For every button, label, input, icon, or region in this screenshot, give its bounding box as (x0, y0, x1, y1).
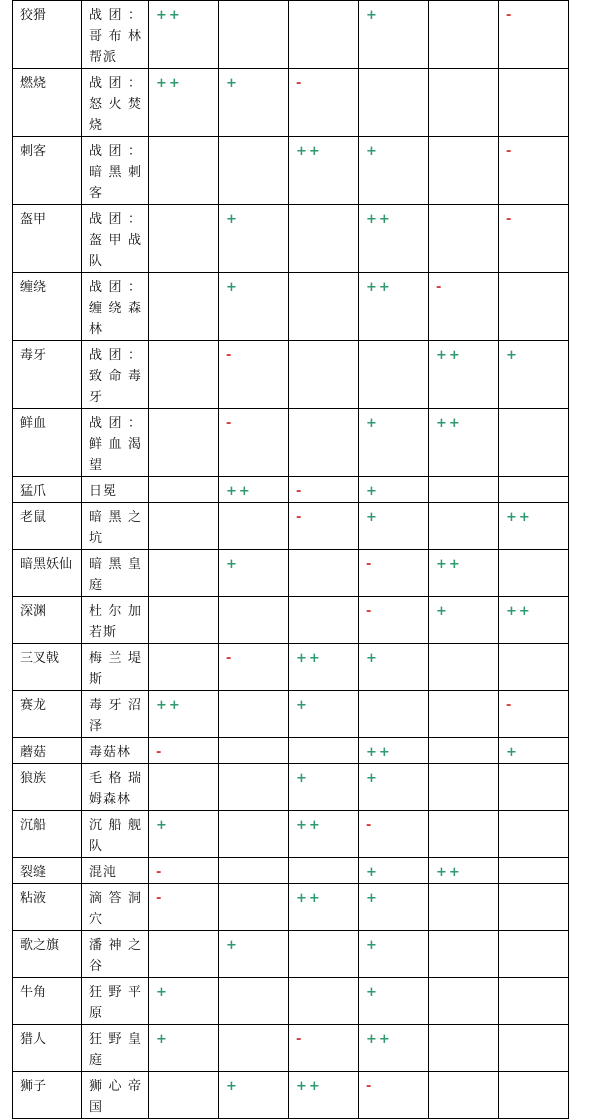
rating-cell (429, 644, 499, 691)
table-row (13, 644, 569, 691)
table-row (13, 978, 569, 1025)
trait-name-cell: 鲜血 (13, 409, 82, 477)
rating-cell (499, 69, 569, 137)
rating-cell (429, 858, 499, 884)
plus-mark: + (506, 745, 519, 760)
minus-mark: - (156, 745, 164, 760)
plus-mark: ++ (366, 745, 392, 760)
plus-mark: ++ (436, 416, 462, 431)
rating-cell (499, 273, 569, 341)
rating-cell (429, 409, 499, 477)
trait-name-cell: 毒牙 (13, 341, 82, 409)
rating-cell (149, 1025, 219, 1072)
plus-mark: + (366, 484, 379, 499)
rating-cell (499, 978, 569, 1025)
team-name-cell: 战团：盔甲战队 (82, 205, 149, 273)
table-row (13, 69, 569, 137)
rating-cell (149, 69, 219, 137)
minus-mark: - (436, 280, 444, 295)
rating-cell (289, 503, 359, 550)
plus-mark: + (296, 698, 309, 713)
rating-cell (359, 858, 429, 884)
table-row (13, 691, 569, 738)
plus-mark: + (366, 144, 379, 159)
rating-cell (499, 1025, 569, 1072)
table-row (13, 1, 569, 69)
team-name-cell: 沉船舰队 (82, 811, 149, 858)
rating-cell (499, 691, 569, 738)
plus-mark: ++ (296, 144, 322, 159)
rating-cell (289, 811, 359, 858)
plus-mark: + (366, 416, 379, 431)
rating-cell (499, 811, 569, 858)
minus-mark: - (506, 8, 514, 23)
rating-cell (149, 644, 219, 691)
rating-cell (499, 764, 569, 811)
plus-mark: + (156, 1032, 169, 1047)
team-name-cell: 战团：暗黑刺客 (82, 137, 149, 205)
rating-cell (219, 644, 289, 691)
rating-cell (499, 884, 569, 931)
trait-name-cell: 猎人 (13, 1025, 82, 1072)
table-body (13, 1, 569, 1119)
minus-mark: - (366, 604, 374, 619)
rating-cell (359, 550, 429, 597)
plus-mark: ++ (156, 698, 182, 713)
table-row (13, 550, 569, 597)
team-name-cell: 毒牙沼泽 (82, 691, 149, 738)
table-row (13, 764, 569, 811)
plus-mark: + (366, 651, 379, 666)
rating-cell (359, 503, 429, 550)
table-row (13, 884, 569, 931)
rating-cell (289, 409, 359, 477)
rating-cell (499, 477, 569, 503)
table-row (13, 205, 569, 273)
rating-cell (149, 477, 219, 503)
rating-cell (429, 978, 499, 1025)
table-row (13, 738, 569, 764)
rating-cell (359, 691, 429, 738)
rating-cell (149, 503, 219, 550)
team-name-cell: 暗黑之坑 (82, 503, 149, 550)
rating-cell (219, 477, 289, 503)
rating-cell (149, 884, 219, 931)
rating-cell (149, 978, 219, 1025)
rating-cell (219, 597, 289, 644)
team-name-cell: 暗黑皇庭 (82, 550, 149, 597)
trait-name-cell: 狼族 (13, 764, 82, 811)
rating-cell (219, 341, 289, 409)
rating-cell (219, 137, 289, 205)
rating-cell (429, 597, 499, 644)
rating-cell (429, 137, 499, 205)
trait-name-cell: 深渊 (13, 597, 82, 644)
rating-cell (149, 597, 219, 644)
rating-cell (359, 811, 429, 858)
minus-mark: - (156, 865, 164, 880)
table-row (13, 273, 569, 341)
rating-cell (149, 1, 219, 69)
plus-mark: + (226, 938, 239, 953)
plus-mark: + (226, 1079, 239, 1094)
rating-cell (219, 1072, 289, 1119)
team-name-cell: 潘神之谷 (82, 931, 149, 978)
rating-cell (359, 273, 429, 341)
rating-cell (499, 858, 569, 884)
rating-cell (359, 764, 429, 811)
table-row (13, 858, 569, 884)
rating-cell (219, 691, 289, 738)
rating-cell (429, 884, 499, 931)
table-row (13, 931, 569, 978)
plus-mark: ++ (506, 604, 532, 619)
rating-cell (149, 691, 219, 738)
plus-mark: ++ (226, 484, 252, 499)
rating-cell (359, 69, 429, 137)
table-row (13, 409, 569, 477)
rating-cell (499, 1072, 569, 1119)
plus-mark: + (156, 985, 169, 1000)
rating-cell (429, 477, 499, 503)
team-name-cell: 战团：鲜血渴望 (82, 409, 149, 477)
minus-mark: - (296, 510, 304, 525)
plus-mark: ++ (296, 1079, 322, 1094)
plus-mark: + (366, 8, 379, 23)
rating-cell (149, 205, 219, 273)
team-name-cell: 战团：致命毒牙 (82, 341, 149, 409)
minus-mark: - (296, 76, 304, 91)
rating-cell (219, 858, 289, 884)
plus-mark: ++ (296, 651, 322, 666)
rating-cell (219, 811, 289, 858)
plus-mark: + (226, 557, 239, 572)
rating-cell (359, 1025, 429, 1072)
trait-name-cell: 沉船 (13, 811, 82, 858)
rating-cell (359, 1072, 429, 1119)
table-row (13, 137, 569, 205)
rating-cell (359, 477, 429, 503)
minus-mark: - (506, 144, 514, 159)
rating-cell (429, 1025, 499, 1072)
minus-mark: - (366, 557, 374, 572)
rating-cell (289, 1, 359, 69)
rating-cell (359, 978, 429, 1025)
minus-mark: - (366, 1079, 374, 1094)
rating-cell (219, 884, 289, 931)
rating-cell (149, 1072, 219, 1119)
table-row (13, 341, 569, 409)
rating-cell (359, 931, 429, 978)
trait-name-cell: 牛角 (13, 978, 82, 1025)
rating-cell (219, 931, 289, 978)
table-row (13, 811, 569, 858)
rating-cell (289, 137, 359, 205)
rating-cell (499, 503, 569, 550)
team-name-cell: 毒菇林 (82, 738, 149, 764)
rating-cell (499, 738, 569, 764)
plus-mark: + (226, 212, 239, 227)
trait-name-cell: 裂缝 (13, 858, 82, 884)
plus-mark: ++ (296, 891, 322, 906)
rating-cell (149, 273, 219, 341)
plus-mark: ++ (366, 212, 392, 227)
rating-cell (219, 978, 289, 1025)
trait-name-cell: 盔甲 (13, 205, 82, 273)
team-name-cell: 滴答洞穴 (82, 884, 149, 931)
trait-name-cell: 燃烧 (13, 69, 82, 137)
team-name-cell: 毛格瑞姆森林 (82, 764, 149, 811)
rating-cell (219, 764, 289, 811)
plus-mark: ++ (436, 865, 462, 880)
rating-cell (359, 597, 429, 644)
minus-mark: - (506, 698, 514, 713)
rating-cell (219, 205, 289, 273)
plus-mark: ++ (366, 1032, 392, 1047)
rating-cell (499, 409, 569, 477)
trait-name-cell: 狮子 (13, 1072, 82, 1119)
team-name-cell: 战团：哥布林帮派 (82, 1, 149, 69)
team-name-cell: 梅兰堤斯 (82, 644, 149, 691)
trait-name-cell: 蘑菇 (13, 738, 82, 764)
minus-mark: - (506, 212, 514, 227)
trait-name-cell: 狡猾 (13, 1, 82, 69)
rating-cell (289, 477, 359, 503)
rating-cell (499, 341, 569, 409)
trait-name-cell: 暗黑妖仙 (13, 550, 82, 597)
rating-cell (219, 1, 289, 69)
plus-mark: + (226, 76, 239, 91)
plus-mark: ++ (156, 8, 182, 23)
rating-cell (429, 205, 499, 273)
rating-cell (429, 550, 499, 597)
rating-cell (499, 1, 569, 69)
rating-cell (219, 69, 289, 137)
rating-cell (149, 764, 219, 811)
trait-name-cell: 刺客 (13, 137, 82, 205)
rating-cell (429, 69, 499, 137)
minus-mark: - (226, 416, 234, 431)
rating-cell (289, 1072, 359, 1119)
rating-cell (359, 884, 429, 931)
rating-cell (289, 69, 359, 137)
rating-cell (359, 341, 429, 409)
plus-mark: ++ (156, 76, 182, 91)
plus-mark: + (296, 771, 309, 786)
rating-cell (289, 550, 359, 597)
rating-cell (429, 811, 499, 858)
minus-mark: - (296, 1032, 304, 1047)
plus-mark: + (366, 891, 379, 906)
rating-cell (499, 931, 569, 978)
rating-cell (149, 858, 219, 884)
team-name-cell: 狮心帝国 (82, 1072, 149, 1119)
rating-cell (359, 205, 429, 273)
rating-cell (499, 644, 569, 691)
table-row (13, 597, 569, 644)
rating-cell (149, 341, 219, 409)
table-row (13, 477, 569, 503)
rating-cell (359, 644, 429, 691)
rating-cell (429, 764, 499, 811)
plus-mark: + (366, 985, 379, 1000)
team-name-cell: 狂野皇庭 (82, 1025, 149, 1072)
rating-cell (429, 503, 499, 550)
team-name-cell: 战团：怒火焚烧 (82, 69, 149, 137)
plus-mark: ++ (506, 510, 532, 525)
minus-mark: - (366, 818, 374, 833)
plus-mark: + (366, 865, 379, 880)
team-name-cell: 狂野平原 (82, 978, 149, 1025)
rating-cell (289, 597, 359, 644)
rating-cell (219, 409, 289, 477)
rating-cell (149, 137, 219, 205)
plus-mark: ++ (436, 348, 462, 363)
rating-cell (149, 550, 219, 597)
rating-cell (429, 1, 499, 69)
plus-mark: + (226, 280, 239, 295)
team-name-cell: 杜尔加若斯 (82, 597, 149, 644)
table-row (13, 1025, 569, 1072)
rating-cell (289, 1025, 359, 1072)
team-name-cell: 战团：缠绕森林 (82, 273, 149, 341)
trait-name-cell: 猛爪 (13, 477, 82, 503)
rating-cell (359, 1, 429, 69)
plus-mark: + (506, 348, 519, 363)
plus-mark: ++ (366, 280, 392, 295)
trait-name-cell: 缠绕 (13, 273, 82, 341)
trait-name-cell: 赛龙 (13, 691, 82, 738)
table-row (13, 503, 569, 550)
rating-cell (499, 550, 569, 597)
plus-mark: ++ (296, 818, 322, 833)
trait-name-cell: 歌之旗 (13, 931, 82, 978)
synergy-table (12, 0, 569, 1119)
minus-mark: - (226, 348, 234, 363)
rating-cell (219, 273, 289, 341)
rating-cell (359, 137, 429, 205)
minus-mark: - (296, 484, 304, 499)
rating-cell (289, 273, 359, 341)
rating-cell (429, 341, 499, 409)
rating-cell (429, 931, 499, 978)
rating-cell (429, 691, 499, 738)
rating-cell (289, 691, 359, 738)
plus-mark: + (366, 938, 379, 953)
rating-cell (429, 273, 499, 341)
rating-cell (219, 738, 289, 764)
rating-cell (149, 931, 219, 978)
rating-cell (429, 738, 499, 764)
team-name-cell: 日冕 (82, 477, 149, 503)
plus-mark: + (156, 818, 169, 833)
table-row (13, 1072, 569, 1119)
rating-cell (289, 764, 359, 811)
rating-cell (149, 409, 219, 477)
rating-cell (289, 978, 359, 1025)
trait-name-cell: 粘液 (13, 884, 82, 931)
rating-cell (359, 409, 429, 477)
trait-name-cell: 三叉戟 (13, 644, 82, 691)
rating-cell (149, 811, 219, 858)
rating-cell (499, 205, 569, 273)
plus-mark: ++ (436, 557, 462, 572)
minus-mark: - (226, 651, 234, 666)
team-name-cell: 混沌 (82, 858, 149, 884)
rating-cell (289, 205, 359, 273)
trait-name-cell: 老鼠 (13, 503, 82, 550)
minus-mark: - (156, 891, 164, 906)
rating-cell (219, 1025, 289, 1072)
rating-cell (289, 884, 359, 931)
plus-mark: + (366, 771, 379, 786)
rating-cell (219, 550, 289, 597)
rating-cell (289, 738, 359, 764)
rating-cell (429, 1072, 499, 1119)
rating-cell (289, 644, 359, 691)
rating-cell (359, 738, 429, 764)
plus-mark: + (436, 604, 449, 619)
rating-cell (499, 137, 569, 205)
plus-mark: + (366, 510, 379, 525)
rating-cell (149, 738, 219, 764)
rating-cell (499, 597, 569, 644)
rating-cell (289, 931, 359, 978)
rating-cell (289, 858, 359, 884)
rating-cell (219, 503, 289, 550)
rating-cell (289, 341, 359, 409)
